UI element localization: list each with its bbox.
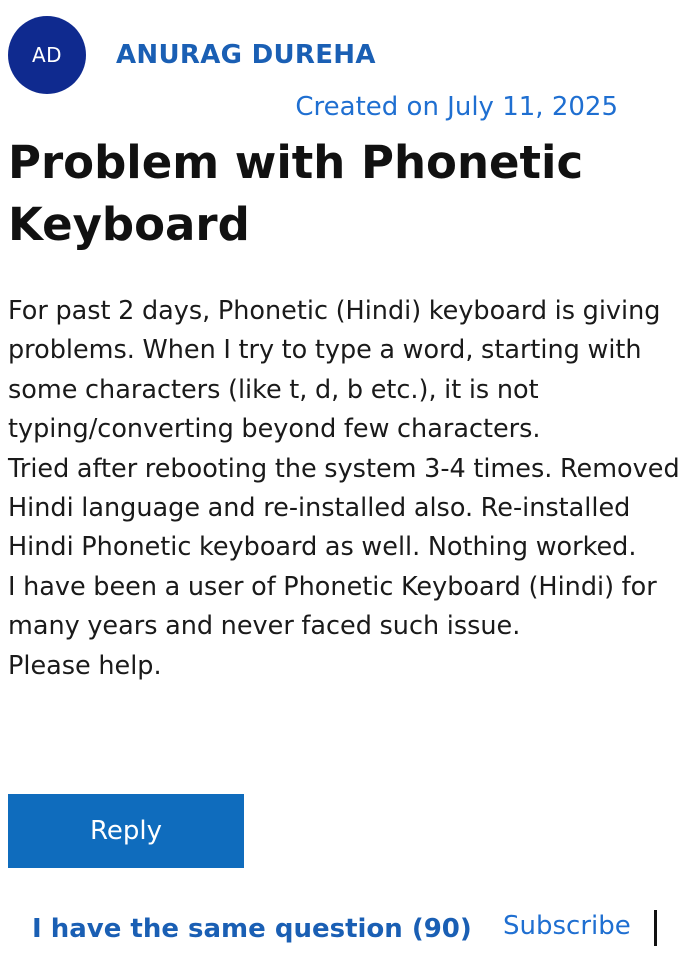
avatar-initials: AD [31,43,63,67]
reply-button[interactable]: Reply [8,794,244,868]
question-title: Problem with Phonetic Keyboard [8,136,584,251]
created-date: Created on July 11, 2025 [295,92,618,122]
subscribe-link[interactable]: Subscribe [503,911,631,941]
question-body: For past 2 days, Phonetic (Hindi) keyboard is giving problems. When I try to type a word, starting with some characters (like t, d, b etc.), it is not typing/converting beyond few characters. Tried after rebooting the system 3-4 times. Removed Hindi language and re-installed also. Re-installed Hindi Phonetic keyboard as well. Nothing worked. I have been a user of Phonetic Keyboard (Hindi) for many years and never faced such issue. Please help. [8,296,680,681]
text-cursor [654,910,657,946]
author-name-link[interactable]: ANURAG DUREHA [116,40,376,70]
author-avatar[interactable] [8,16,86,94]
same-question-link[interactable]: I have the same question (90) [32,914,472,944]
